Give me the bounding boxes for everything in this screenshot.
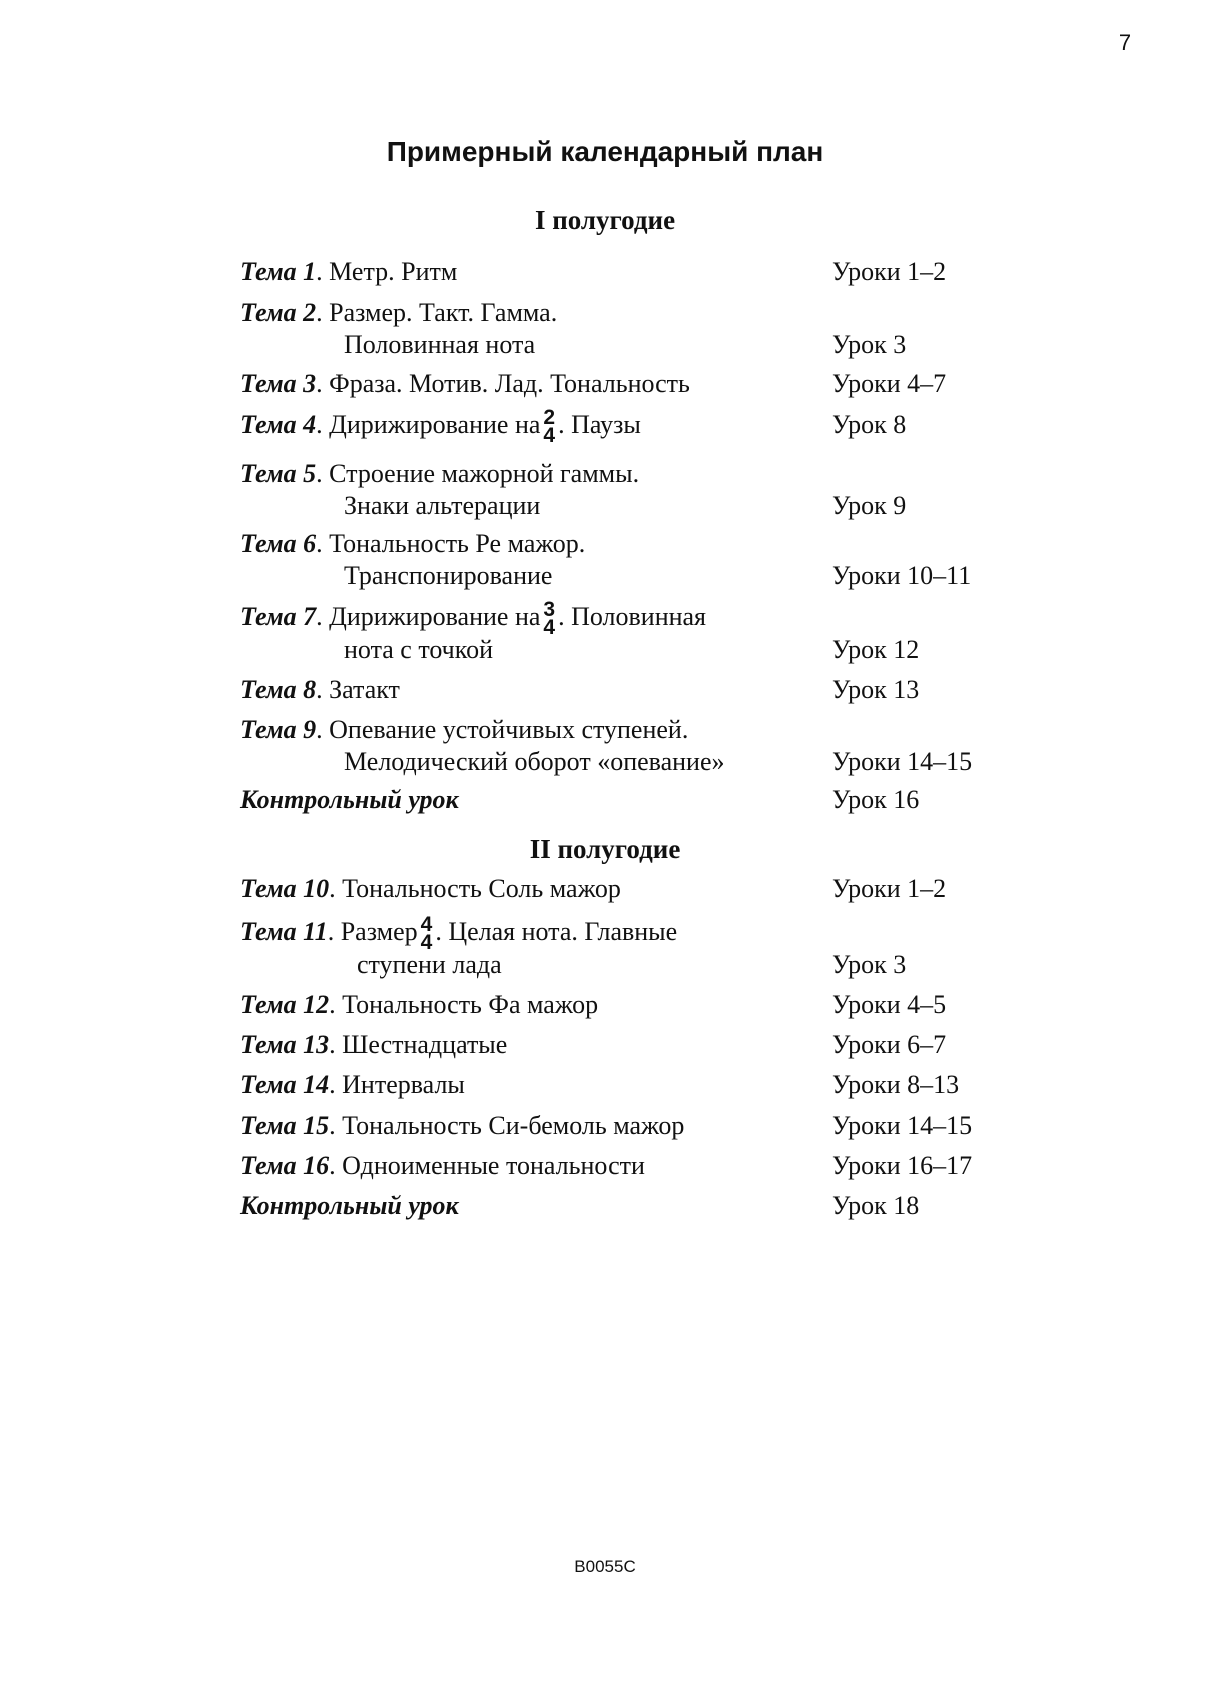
topic-text: ступени лада [357, 950, 502, 979]
topic-text: Половинная нота [344, 330, 536, 359]
topic-2: Тема 2. Размер. Такт. Гамма. Половинная нота Урок 3 [240, 298, 907, 359]
topic-label: Контрольный урок [240, 785, 459, 814]
lessons: Урок 3 [832, 330, 907, 359]
topic-text: Тональность Соль мажор [342, 874, 621, 903]
topic-12: Тема 12. Тональность Фа мажор Уроки 4–5 [240, 990, 947, 1019]
topic-text: Интервалы [342, 1070, 465, 1099]
topic-label: Тема 6 [240, 529, 317, 558]
topic-7: Тема 7. Дирижирование на 3 4 . Половинная нота с точкой Урок 12 [240, 598, 920, 664]
topic-text: . Целая нота. Главные [435, 917, 678, 946]
section-heading-second-half: II полугодие [529, 834, 681, 864]
control-lesson-1 [240, 784, 1020, 816]
lessons: Уроки 4–5 [832, 990, 947, 1019]
time-signature-2-4: 2 4 [543, 406, 556, 448]
topic-text: Строение мажорной гаммы. [329, 459, 640, 488]
topic-text: . Паузы [558, 410, 641, 439]
topic-8: Тема 8. Затакт Урок 13 [240, 675, 920, 704]
lessons: Урок 18 [832, 1191, 920, 1220]
time-signature-3-4: 3 4 [543, 598, 556, 640]
topic-label: Тема 1 [240, 257, 317, 286]
topic-16: Тема 16. Одноименные тональности Уроки 16–17 [240, 1151, 973, 1180]
topic-label: Тема 2 [240, 298, 317, 327]
lessons: Урок 13 [832, 675, 920, 704]
page-number: 7 [1118, 30, 1132, 55]
lessons: Урок 12 [832, 635, 920, 664]
time-signature-4-4: 4 4 [420, 913, 433, 955]
topic-14: Тема 14. Интервалы Уроки 8–13 [240, 1070, 960, 1099]
topic-label: Тема 4 [240, 410, 317, 439]
topic-label: Тема 15 [240, 1111, 330, 1140]
lessons: Урок 9 [832, 491, 907, 520]
topic-label: Тема 10 [240, 874, 330, 903]
topic-text: Размер. Такт. Гамма. [329, 298, 558, 327]
lessons: Уроки 4–7 [832, 369, 947, 398]
lessons: Урок 3 [832, 950, 907, 979]
topic-6: Тема 6. Тональность Ре мажор. Транспонирование Уроки 10–11 [240, 529, 972, 590]
lessons: Уроки 6–7 [832, 1030, 947, 1059]
topic-text: Тональность Ре мажор. [329, 529, 586, 558]
topic-9: Тема 9. Опевание устойчивых ступеней. Мелодический оборот «опевание» Уроки 14–15 [240, 715, 973, 776]
topic-label: Контрольный урок [240, 1191, 459, 1220]
topic-label: Тема 3 [240, 369, 317, 398]
topic-label: Тема 7 [240, 602, 317, 631]
lessons: Уроки 14–15 [832, 1111, 973, 1140]
topic-text: нота с точкой [344, 635, 493, 664]
lessons: Уроки 14–15 [832, 747, 973, 776]
topic-5: Тема 5. Строение мажорной гаммы. Знаки альтерации Урок 9 [240, 459, 907, 520]
topic-text: Метр. Ритм [329, 257, 458, 286]
topic-label: Тема 8 [240, 675, 317, 704]
lessons: Урок 8 [832, 410, 907, 439]
control-lesson-2 [240, 1190, 1020, 1222]
topic-text: Знаки альтерации [344, 491, 541, 520]
topic-text: Одноименные тональности [342, 1151, 645, 1180]
topic-label: Тема 12 [240, 990, 330, 1019]
topic-text: Шестнадцатые [342, 1030, 508, 1059]
topic-3: Тема 3. Фраза. Мотив. Лад. Тональность Уроки 4–7 [240, 369, 947, 398]
topic-text: Размер [340, 917, 418, 946]
lessons: Уроки 16–17 [832, 1151, 973, 1180]
lessons: Урок 16 [832, 785, 920, 814]
topic-text: Опевание устойчивых ступеней. [329, 715, 689, 744]
topic-11: Тема 11. Размер 4 4 . Целая нота. Главные ступени лада Урок 3 [240, 913, 907, 979]
topic-10: Тема 10. Тональность Соль мажор Уроки 1–2 [240, 874, 947, 903]
topic-label: Тема 11 [240, 917, 328, 946]
topic-label: Тема 14 [240, 1070, 330, 1099]
topic-text: Фраза. Мотив. Лад. Тональность [329, 369, 690, 398]
topic-text: Транспонирование [344, 561, 553, 590]
topic-4: Тема 4. Дирижирование на 2 4 . Паузы Урок 8 [240, 402, 1020, 448]
footer-code: B0055C [574, 1557, 636, 1576]
lessons: Уроки 1–2 [832, 874, 947, 903]
topic-label: Тема 9 [240, 715, 317, 744]
topic-13: Тема 13. Шестнадцатые Уроки 6–7 [240, 1030, 947, 1059]
topic-text: Тональность Фа мажор [342, 990, 599, 1019]
topic-text: Дирижирование на [329, 410, 541, 439]
section-heading-first-half: I полугодие [534, 205, 676, 235]
lessons: Уроки 1–2 [832, 257, 947, 286]
topic-text: Затакт [329, 675, 400, 704]
topic-text: Дирижирование на [329, 602, 541, 631]
topic-label: Тема 16 [240, 1151, 330, 1180]
topic-1: Тема 1. Метр. Ритм Уроки 1–2 [240, 257, 947, 286]
topic-label: Тема 13 [240, 1030, 330, 1059]
topic-label: Тема 5 [240, 459, 317, 488]
topic-text: . Половинная [558, 602, 707, 631]
lessons: Уроки 8–13 [832, 1070, 960, 1099]
page-title: Примерный календарный план [386, 136, 824, 167]
topic-15: Тема 15. Тональность Си-бемоль мажор Уроки 14–15 [240, 1111, 973, 1140]
lessons: Уроки 10–11 [832, 561, 972, 590]
topic-text: Тональность Си-бемоль мажор [342, 1111, 685, 1140]
topic-text: Мелодический оборот «опевание» [344, 747, 725, 776]
